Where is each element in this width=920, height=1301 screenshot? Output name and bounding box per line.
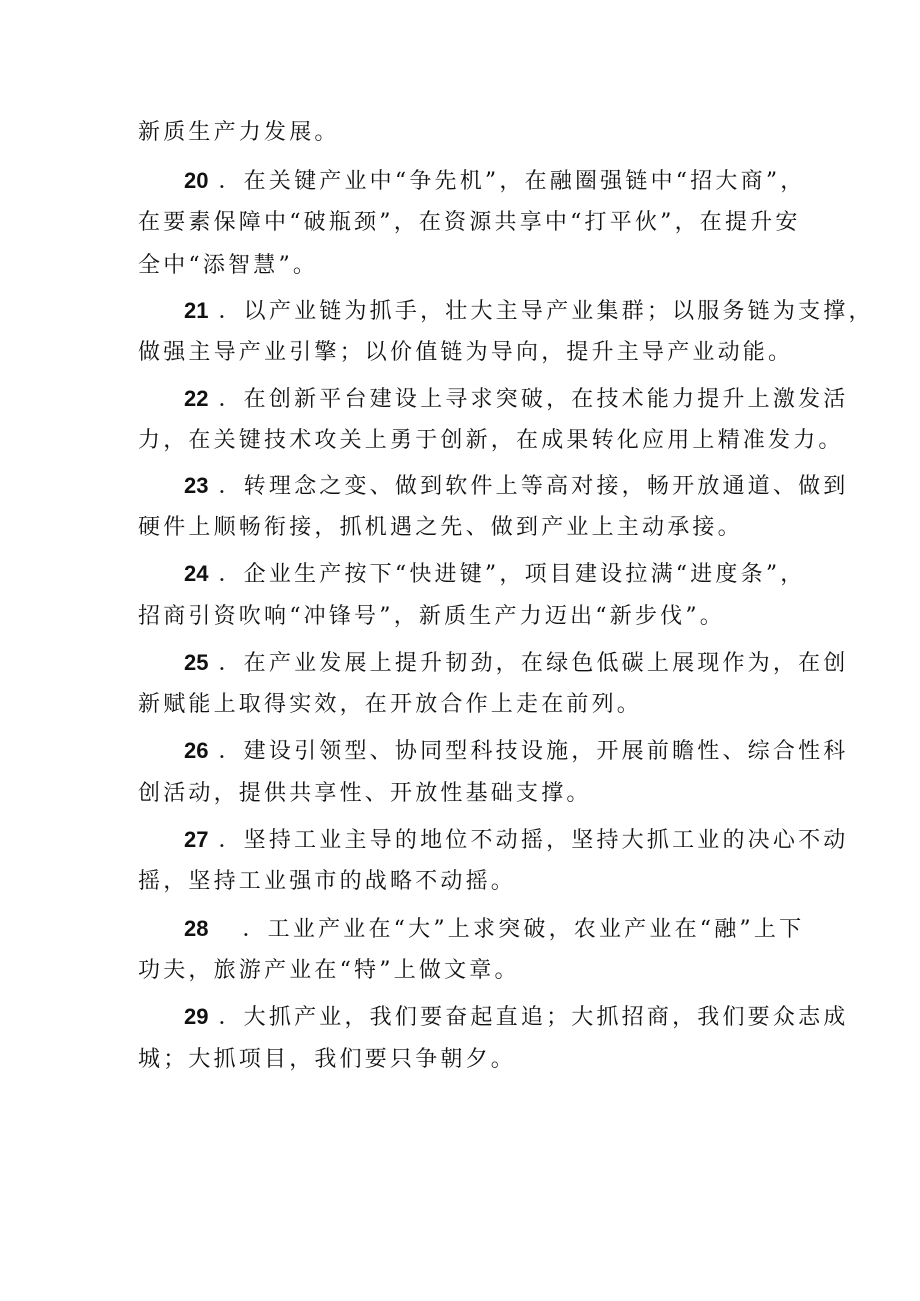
item-text: ．在创新平台建设上寻求突破，在技术能力提升上激发活 — [218, 387, 849, 412]
item-text: ．在产业发展上提升韧劲，在绿色低碳上展现作为，在创 — [218, 651, 849, 676]
item-text: 全中“添智慧”。 — [138, 253, 319, 278]
list-item-27 — [184, 825, 849, 856]
list-item-21-line-2 — [138, 338, 798, 368]
item-text: 创活动，提供共享性、开放性基础支撑。 — [138, 781, 592, 806]
item-number: 24 — [184, 561, 209, 586]
item-text: 功夫，旅游产业在“特”上做文章。 — [138, 958, 520, 983]
item-number: 23 — [184, 473, 209, 498]
item-number: 21 — [184, 298, 209, 323]
list-item-20-line-3 — [138, 251, 798, 281]
item-text: 做强主导产业引擎；以价值链为导向，提升主导产业动能。 — [138, 340, 794, 365]
item-number: 29 — [184, 1004, 209, 1029]
item-text: ．工业产业在“大”上求突破，农业产业在“融”上下 — [242, 917, 805, 942]
list-item-22-line-2 — [138, 426, 844, 456]
item-number: 26 — [184, 738, 209, 763]
item-number: 28 — [184, 916, 209, 941]
item-text: ．在关键产业中“争先机”，在融圈强链中“招大商”， — [218, 169, 806, 194]
list-item-24 — [184, 559, 844, 590]
item-text: 摇，坚持工业强市的战略不动摇。 — [138, 869, 517, 894]
item-text: 新赋能上取得实效，在开放合作上走在前列。 — [138, 692, 643, 717]
list-item-29 — [184, 1002, 849, 1033]
item-text: ．大抓产业，我们要奋起直追；大抓招商，我们要众志成 — [218, 1005, 849, 1030]
list-item-28-line-2 — [138, 956, 798, 986]
item-text: ．坚持工业主导的地位不动摇，坚持大抓工业的决心不动 — [218, 828, 849, 853]
list-item-25 — [184, 648, 849, 679]
list-item-26 — [184, 736, 849, 767]
list-item-21 — [184, 296, 874, 327]
item-text: 硬件上顺畅衔接，抓机遇之先、做到产业上主动承接。 — [138, 515, 743, 540]
item-text: 城；大抓项目，我们要只争朝夕。 — [138, 1047, 517, 1072]
item-number: 22 — [184, 386, 209, 411]
list-item-29-line-2 — [138, 1045, 798, 1075]
list-item-20-line-2 — [138, 208, 801, 238]
item-number: 27 — [184, 827, 209, 852]
item-number: 20 — [184, 168, 209, 193]
list-item-22 — [184, 384, 849, 415]
item-number: 25 — [184, 650, 209, 675]
item-text: ．建设引领型、协同型科技设施，开展前瞻性、综合性科 — [218, 739, 849, 764]
item-text: ．转理念之变、做到软件上等高对接，畅开放通道、做到 — [218, 474, 849, 499]
list-item-27-line-2 — [138, 867, 798, 897]
list-item-20 — [184, 166, 844, 197]
item-text: 在要素保障中“破瓶颈”，在资源共享中“打平伙”，在提升安 — [138, 210, 801, 235]
item-text: 招商引资吹响“冲锋号”，新质生产力迈出“新步伐”。 — [138, 604, 725, 629]
item-text: 力，在关键技术攻关上勇于创新，在成果转化应用上精准发力。 — [138, 428, 844, 453]
item-text: ．以产业链为抓手，壮大主导产业集群；以服务链为支撑， — [218, 299, 874, 324]
list-item-25-line-2 — [138, 690, 798, 720]
item-text: ．企业生产按下“快进键”，项目建设拉满“进度条”， — [218, 562, 806, 587]
list-item-28 — [184, 914, 844, 945]
paragraph-continuation — [138, 118, 798, 148]
list-item-26-line-2 — [138, 779, 798, 809]
paragraph-text: 新质生产力发展。 — [138, 120, 340, 145]
list-item-24-line-2 — [138, 602, 798, 632]
list-item-23-line-2 — [138, 513, 798, 543]
list-item-23 — [184, 471, 849, 502]
